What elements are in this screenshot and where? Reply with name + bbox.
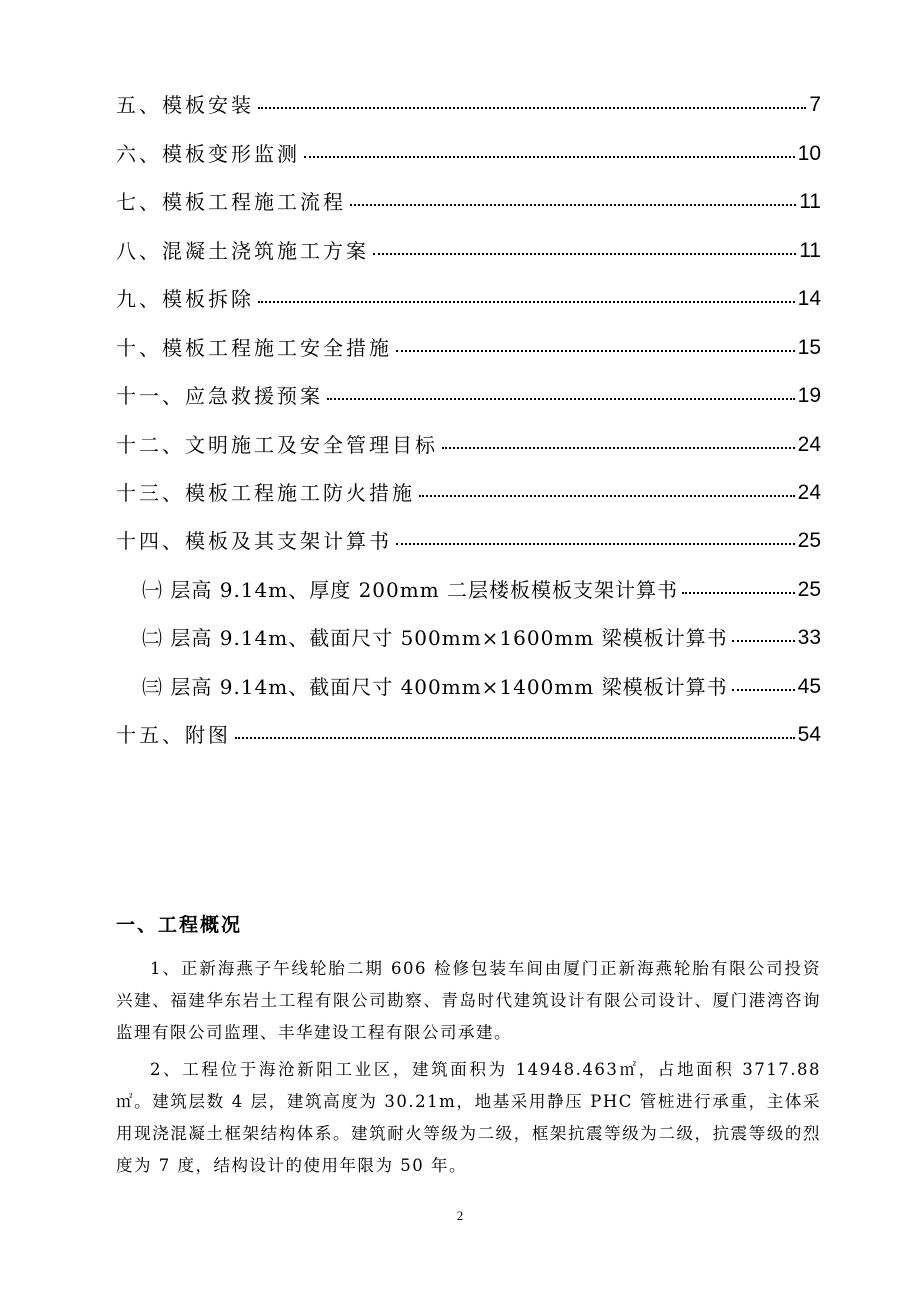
toc-entry-title: 六、模板变形监测	[116, 142, 300, 166]
toc-leader-dots	[396, 350, 795, 352]
toc-entry[interactable]	[116, 282, 821, 316]
toc-entry-title: 五、模板安装	[116, 93, 254, 117]
toc-entry-title: 七、模板工程施工流程	[116, 190, 346, 214]
toc-subentry[interactable]	[142, 573, 821, 607]
toc-entry-title: ㈡ 层高 9.14m、截面尺寸 500mm×1600mm 梁模板计算书	[142, 626, 728, 650]
project-overview-section	[116, 905, 821, 1182]
toc-entry-title: 十一、应急救援预案	[116, 384, 323, 408]
toc-leader-dots	[732, 640, 795, 642]
toc-entry-title: ㈢ 层高 9.14m、截面尺寸 400mm×1400mm 梁模板计算书	[142, 675, 728, 699]
toc-leader-dots	[419, 495, 795, 497]
toc-leader-dots	[304, 156, 795, 158]
toc-entry-title: 十二、文明施工及安全管理目标	[116, 433, 438, 457]
toc-entry-page: 11	[799, 190, 821, 213]
toc-leader-dots	[396, 543, 795, 545]
toc-entry-page: 54	[797, 723, 821, 746]
toc-entry-page: 15	[797, 336, 821, 359]
toc-entry[interactable]	[116, 379, 821, 413]
toc-entry-title: 十三、模板工程施工防火措施	[116, 481, 415, 505]
toc-leader-dots	[258, 107, 806, 109]
toc-entry-title: ㈠ 层高 9.14m、厚度 200mm 二层楼板模板支架计算书	[142, 578, 679, 602]
toc-entry[interactable]	[116, 428, 821, 462]
toc-entry[interactable]	[116, 718, 821, 752]
toc-entry[interactable]	[116, 524, 821, 558]
toc-leader-dots	[350, 204, 796, 206]
toc-entry-page: 11	[799, 239, 821, 262]
toc-entry-page: 25	[797, 529, 821, 552]
toc-entry-page: 14	[797, 287, 821, 310]
toc-subentry[interactable]	[142, 670, 821, 704]
page-number: 2	[456, 1208, 464, 1223]
toc-leader-dots	[732, 689, 795, 691]
toc-entry[interactable]	[116, 137, 821, 171]
toc-entry-page: 24	[797, 433, 821, 456]
toc-entry[interactable]	[116, 476, 821, 510]
toc-leader-dots	[258, 301, 795, 303]
paragraph: 2、工程位于海沧新阳工业区，建筑面积为 14948.463㎡，占地面积 3717.88㎡。建筑层数 4 层，建筑高度为 30.21m，地基采用静压 PHC 管桩进行承重，主体采用现浇混凝土框架结构体系。建筑耐火等级为二级，框架抗震等级为二级，抗震等级的烈度为 7 度，结构设计的使用年限为 50 年。	[116, 1060, 821, 1175]
toc-entry-title: 十五、附图	[116, 723, 231, 747]
paragraph: 1、正新海燕子午线轮胎二期 606 检修包装车间由厦门正新海燕轮胎有限公司投资兴建、福建华东岩土工程有限公司勘察、青岛时代建筑设计有限公司设计、厦门港湾咨询监理有限公司监理、丰华建设工程有限公司承建。	[116, 959, 821, 1042]
toc-subentry[interactable]	[142, 621, 821, 655]
toc-entry-page: 19	[797, 384, 821, 407]
toc-entry[interactable]	[116, 234, 821, 268]
section-heading: 一、工程概况	[116, 914, 243, 936]
toc-entry[interactable]	[116, 331, 821, 365]
toc-entry-page: 45	[797, 675, 821, 698]
toc-entry-title: 十、模板工程施工安全措施	[116, 336, 392, 360]
toc-entry-title: 九、模板拆除	[116, 287, 254, 311]
toc-leader-dots	[442, 447, 795, 449]
toc-entry-title: 十四、模板及其支架计算书	[116, 529, 392, 553]
toc-entry-page: 33	[797, 626, 821, 649]
toc-entry[interactable]	[116, 88, 821, 122]
toc-entry[interactable]	[116, 185, 821, 219]
toc-entry-page: 25	[797, 578, 821, 601]
toc-entry-page: 10	[797, 142, 821, 165]
toc-entry-page: 7	[809, 93, 821, 116]
toc-entry-title: 八、混凝土浇筑施工方案	[116, 239, 369, 263]
toc-leader-dots	[327, 398, 795, 400]
toc-leader-dots	[682, 592, 795, 594]
toc-entry-page: 24	[797, 481, 821, 504]
toc-leader-dots	[235, 737, 795, 739]
toc-leader-dots	[373, 253, 796, 255]
